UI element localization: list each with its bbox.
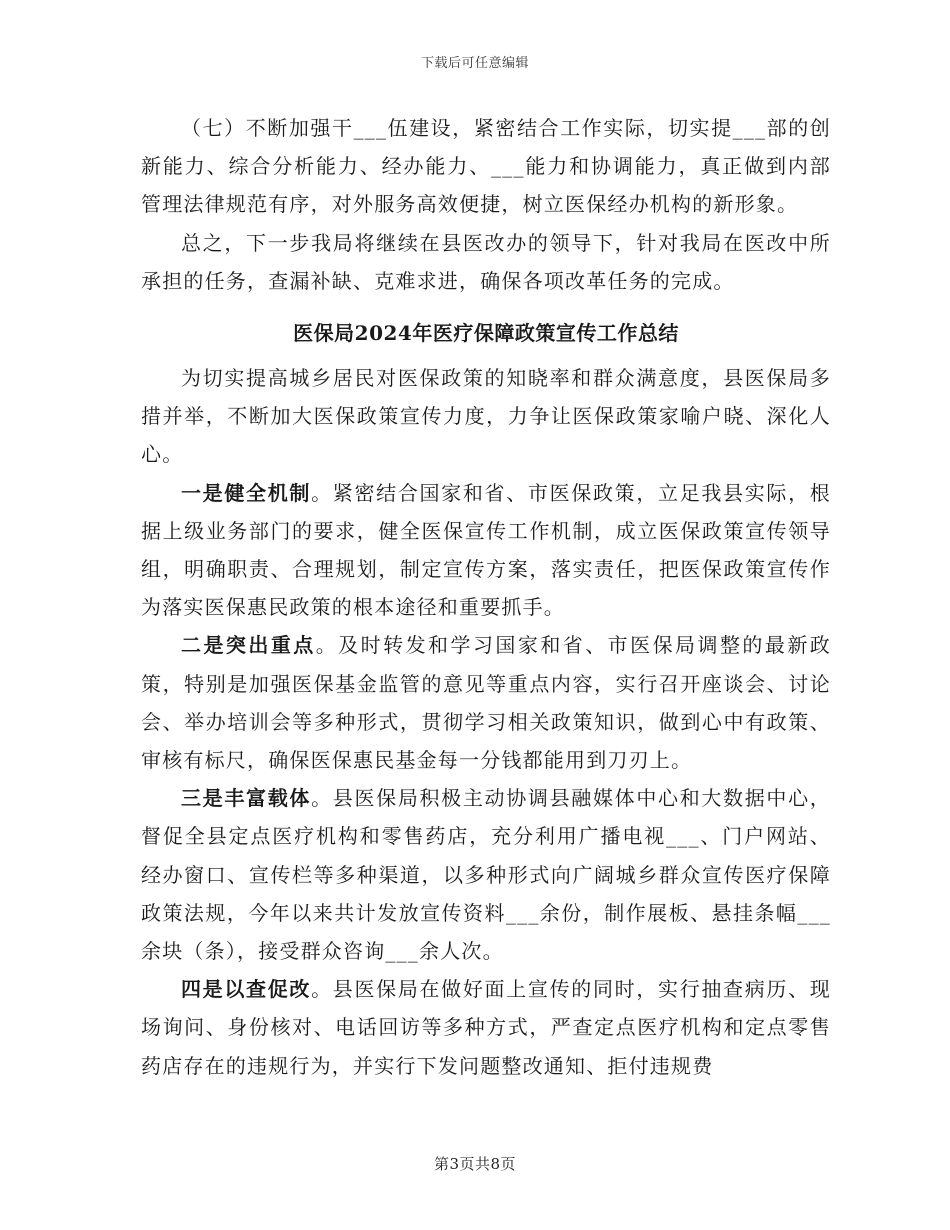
section-lead: 一是健全机制 <box>181 480 312 505</box>
document-body <box>141 109 831 1085</box>
paragraph-team-building: （七）不断加强干___伍建设，紧密结合工作实际，切实提___部的创新能力、综合分析能力、经办能力、___能力和协调能力，真正做到内部管理法律规范有序，对外服务高效便捷，树立医保经办机构的新形象。 <box>141 116 831 217</box>
section-body: 。及时转发和学习国家和省、市医保局调整的最新政策，特别是加强医保基金监管的意见等重点内容，实行召开座谈会、讨论会、举办培训会等多种形式，贯彻学习相关政策知识，做到心中有政策、审核有标尺，确保医保惠民基金每一分钱都能用到刀刃上。 <box>141 633 831 773</box>
section-lead: 二是突出重点 <box>181 633 316 658</box>
section-body: 。紧密结合国家和省、市医保政策，立足我县实际，根据上级业务部门的要求，健全医保宣传工作机制，成立医保政策宣传领导组，明确职责、合理规划，制定宣传方案，落实责任，把医保政策宣传作为落实医保惠民政策的根本途径和重要抓手。 <box>141 480 831 620</box>
section-mechanism <box>141 474 831 627</box>
page-header-note: 下载后可任意编辑 <box>420 56 529 71</box>
section-lead: 三是丰富载体 <box>181 786 312 811</box>
section-focus <box>141 626 831 779</box>
section-body: 。县医保局在做好面上宣传的同时，实行抽查病历、现场询问、身份核对、电话回访等多种方式，严查定点医疗机构和定点零售药店存在的违规行为，并实行下发问题整改通知、拒付违规费 <box>141 977 831 1078</box>
document-title: 医保局2024年医疗保障政策宣传工作总结 <box>293 321 679 346</box>
paragraph-conclusion: 总之，下一步我局将继续在县医改办的领导下，针对我局在医改中所承担的任务，查漏补缺、克难求进，确保各项改革任务的完成。 <box>141 230 831 293</box>
section-inspection <box>141 970 831 1085</box>
section-channels <box>141 779 831 970</box>
page-number: 第3页共8页 <box>433 1155 517 1173</box>
section-body: 。县医保局积极主动协调县融媒体中心和大数据中心，督促全县定点医疗机构和零售药店，充分利用广播电视___、门户网站、经办窗口、宣传栏等多种渠道，以多种形式向广阔城乡群众宣传医疗保障政策法规，今年以来共计发放宣传资料___余份，制作展板、悬挂条幅___余块（条），接受群众咨询___余人次。 <box>141 786 831 964</box>
section-lead: 四是以查促改 <box>181 977 312 1002</box>
paragraph-intro: 为切实提高城乡居民对医保政策的知晓率和群众满意度，县医保局多措并举，不断加大医保政策宣传力度，力争让医保政策家喻户晓、深化人心。 <box>141 366 831 467</box>
